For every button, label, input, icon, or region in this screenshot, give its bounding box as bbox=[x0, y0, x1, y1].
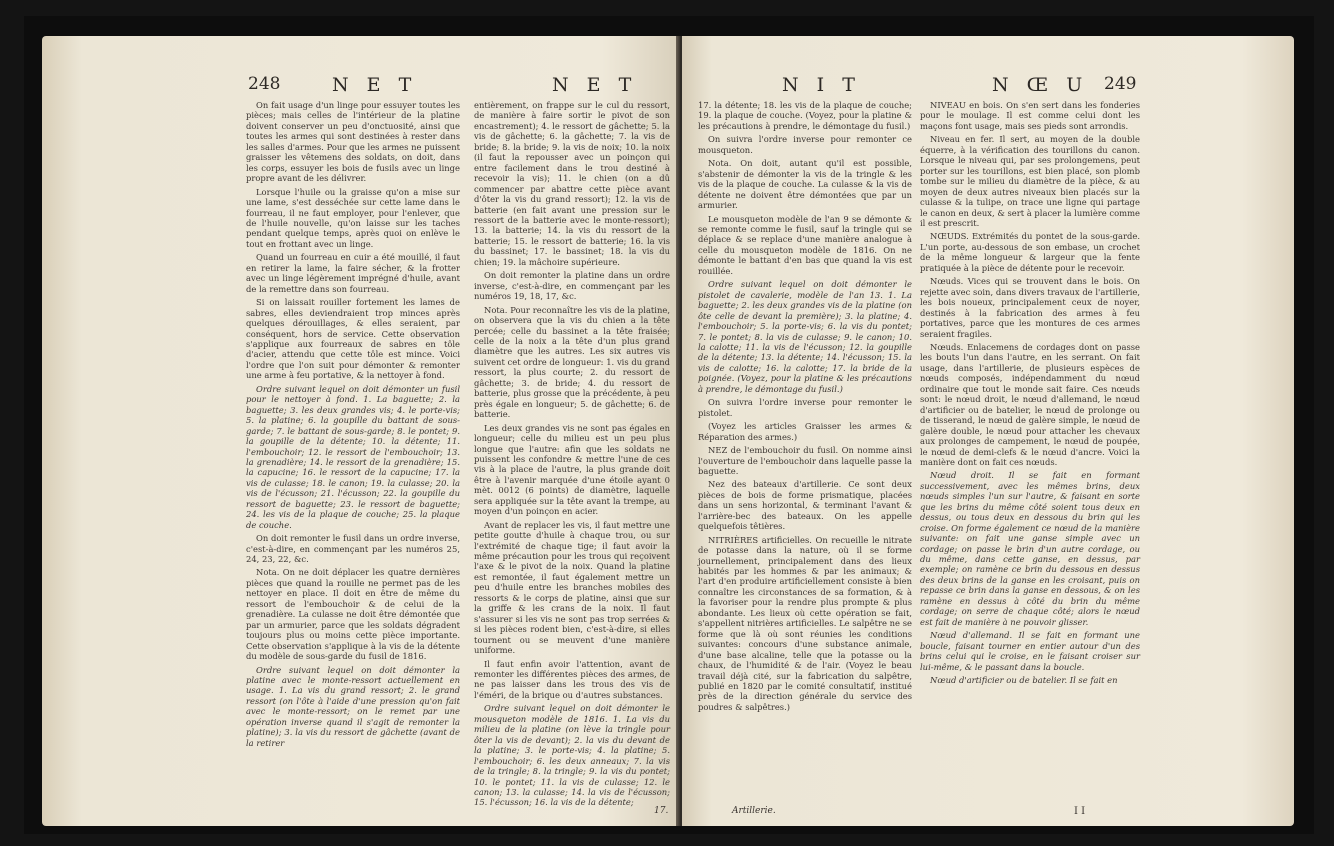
paragraph: NIVEAU en bois. On s'en sert dans les fonderies pour le moulage. Il est comme celui dont les maçons font usage, mais ses pieds sont arrondis. bbox=[920, 100, 1140, 131]
paragraph: entièrement, on frappe sur le cul du ressort, de manière à faire sortir le pivot de son encastrement); 4. le ressort de gâchette; 5. la vis de gâchette; 6. la gâchette; 7. la vis de bride; 8. la bride; 9. la vis de noix; 10. la noix (il faut la repousser avec un poinçon qui entre facilement dans le trou destiné à recevoir la vis); 11. le chien (on a dû commencer par abattre cette pièce avant d'ôter la vis du grand ressort); 12. la vis de batterie (en fait avant une pression sur le ressort de la batterie avec le monte-ressort); 13. la batterie; 14. la vis du ressort de la batterie; 15. le ressort de batterie; 16. la vis du bassinet; 17. le bassinet; 18. la vis du chien; 19. la mâchoire supérieure. bbox=[474, 100, 670, 267]
running-head: N I T bbox=[782, 74, 861, 96]
paragraph: Si on laissait rouiller fortement les lames de sabres, elles deviendraient trop minces après quelques dérouillages, & elles seraient, par conséquent, hors de service. Cette observation s'applique aux fourreaux de sabres en tôle d'acier, attendu que cette tôle est mince. Voici l'ordre que l'on suit pour démonter & remonter une arme à feu portative, & la nettoyer à fond. bbox=[246, 297, 460, 381]
paragraph: Avant de replacer les vis, il faut mettre une petite goutte d'huile à chaque trou, ou sur l'extrémité de chaque tige; il faut avoir la même précaution pour les trous qui reçoivent l'axe & le pivot de la noix. Quand la platine est remontée, il faut également mettre un peu d'huile entre les branches mobiles des ressorts & le corps de platine, ainsi que sur la griffe & les crans de la noix. Il faut s'assurer si les vis ne sont pas trop serrées & si les pièces rodent bien, c'est-à-dire, si elles tournent ou se meuvent d'une manière uniforme. bbox=[474, 519, 670, 656]
paragraph: (Voyez les articles Graisser les armes & Réparation des armes.) bbox=[698, 421, 912, 442]
paragraph: Nœud droit. Il se fait en formant successivement, avec les mêmes brins, deux nœuds simples l'un sur l'autre, & faisant en sorte que les brins du même côté soient tous deux en dessus, ou tous deux en dessous du brin qui les croise. On forme également ce nœud de la manière suivante: on fait une ganse simple avec un cordage; on passe le brin d'un autre cordage, ou du même, dans cette ganse, en dessus, par exemple; on ramène ce brin du dessous en dessus des deux brins de la ganse en les croisant, puis on repasse ce brin dans la ganse en dessous, & on les ramène en dessus à côté du brin du même cordage; on serre de chaque côté; alors le nœud est fait de manière à ne pouvoir glisser. bbox=[920, 470, 1140, 627]
paragraph: Ordre suivant lequel on doit démonter le mousqueton modèle de 1816. 1. La vis du milieu de la platine (on lève la tringle pour ôter la vis de devant); 2. la vis du devant de la platine; 3. le porte-vis; 4. la platine; 5. l'embouchoir; 6. les deux anneaux; 7. la vis de la tringle; 8. la tringle; 9. la vis du pontet; 10. le pontet; 11. la vis de culasse; 12. le canon; 13. la culasse; 14. la vis de l'écusson; 15. l'écusson; 16. la vis de la détente; bbox=[474, 703, 670, 808]
running-head: N Œ U bbox=[992, 74, 1089, 96]
paragraph: NITRIÈRES artificielles. On recueille le nitrate de potasse dans la nature, où il se forme journellement, principalement dans des lieux habités par les hommes & par les animaux; & l'art d'en produire artificiellement consiste à bien connaître les circonstances de sa formation, & à la favoriser pour la rendre plus prompte & plus abondante. Les lieux où cette opération se fait, s'appellent nitrières artificielles. Le salpêtre ne se forme que là où sont réunies les conditions suivantes: concours d'une substance animale, d'une base alcaline, telle que la potasse ou la chaux, de l'humidité & de l'air. (Voyez le beau travail déjà cité, sur la fabrication du salpêtre, publié en 1820 par le comité consultatif, institué près de la direction générale du service des poudres & salpêtres.) bbox=[698, 534, 912, 712]
paragraph: Nota. On ne doit déplacer les quatre dernières pièces que quand la rouille ne permet pas de les nettoyer en place. Il doit en être de même du ressort de l'embouchoir & de celui de la grenadière. La culasse ne doit être démontée que par un armurier, parce que les soldats dégradent toujours plus ou moins cette pièce importante. Cette observation s'applique à la vis de la détente du modèle de sous-garde du fusil de 1816. bbox=[246, 567, 460, 662]
catchword: Artillerie. bbox=[732, 806, 776, 816]
paragraph: Nota. On doit, autant qu'il est possible, s'abstenir de démonter la vis de la tringle & les vis de la plaque de couche. La culasse & la vis de détente ne doivent être démontées que par un armurier. bbox=[698, 158, 912, 211]
paragraph: On fait usage d'un linge pour essuyer toutes les pièces; mais celles de l'intérieur de la platine doivent conserver un peu d'onctuosité, ainsi que toutes les armes qui sont destinées à rester dans les salles d'armes. Pour que les armes ne puissent graisser les vêtemens des soldats, on doit, dans les corps, essuyer les bois de fusils avec un linge propre avant de les délivrer. bbox=[246, 100, 460, 184]
open-book bbox=[24, 16, 1314, 834]
paragraph: 17. la détente; 18. les vis de la plaque de couche; 19. la plaque de couche. (Voyez, pour la platine & les précautions à prendre, le démontage du fusil.) bbox=[698, 100, 912, 131]
page-number: 248 bbox=[248, 74, 281, 94]
paragraph: Ordre suivant lequel on doit démonter un fusil pour le nettoyer à fond. 1. La baguette; 2. la baguette; 3. les deux grandes vis; 4. le porte-vis; 5. la platine; 6. la goupille du battant de sous-garde; 7. le battant de sous-garde; 8. le pontet; 9. la goupille de la détente; 10. la détente; 11. l'embouchoir; 12. le ressort de l'embouchoir; 13. la grenadière; 14. le ressort de la grenadière; 15. la capucine; 16. le ressort de la capucine; 17. la vis de culasse; 18. le canon; 19. la culasse; 20. la vis de l'écusson; 21. l'écusson; 22. la goupille du ressort de baguette; 23. le ressort de baguette; 24. les vis de la plaque de couche; 25. la plaque de couche. bbox=[246, 383, 460, 530]
left-page bbox=[42, 36, 680, 826]
text-column-1 bbox=[246, 100, 460, 800]
paragraph: Niveau en fer. Il sert, au moyen de la double équerre, à la vérification des tourillons du canon. Lorsque le niveau qui, par ses prolongemens, peut porter sur les tourillons, est bien placé, son plomb tombe sur le milieu du diamètre de la pièce, & au moyen de deux autres niveaux bien placés sur la culasse & la tulipe, on trace une ligne qui partage le canon en deux, & sert à placer la lumière comme il est prescrit. bbox=[920, 134, 1140, 228]
paragraph: Quand un fourreau en cuir a été mouillé, il faut en retirer la lame, la faire sécher, & la frotter avec un linge légèrement imprégné d'huile, avant de la remettre dans son fourreau. bbox=[246, 252, 460, 294]
paragraph: Lorsque l'huile ou la graisse qu'on a mise sur une lame, s'est desséchée sur cette lame dans le fourreau, il ne faut employer, pour l'enlever, que de l'huile nouvelle, qu'on laisse sur les taches pendant quelque temps, après quoi on enlève le tout en frottant avec un linge. bbox=[246, 186, 460, 249]
paragraph: Nez des bateaux d'artillerie. Ce sont deux pièces de bois de forme prismatique, placées dans un sens horizontal, & terminant l'avant & l'arrière-bec des bateaux. On les appelle quelquefois têtières. bbox=[698, 479, 912, 532]
text-column-1 bbox=[698, 100, 912, 800]
right-page bbox=[682, 36, 1294, 826]
text-column-2 bbox=[474, 100, 670, 808]
signature-mark: I I bbox=[1074, 806, 1086, 817]
paragraph: Nœuds. Enlacemens de cordages dont on passe les bouts l'un dans l'autre, en les serrant. On fait usage, dans l'artillerie, de plusieurs espèces de nœuds composés, indépendamment du nœud ordinaire que tout le monde sait faire. Ces nœuds sont: le nœud droit, le nœud d'allemand, le nœud d'artificier ou de batelier, le nœud de prolonge ou de tisserand, le nœud de galère simple, le nœud de galère double, le nœud pour attacher les chevaux aux prolonges de campement, le nœud de poupée, le nœud de demi-clefs & le nœud d'ancre. Voici la manière dont on fait ces nœuds. bbox=[920, 341, 1140, 467]
paragraph: Nœud d'allemand. Il se fait en formant une boucle, faisant tourner en entier autour d'un des brins celui qui le croise, en le faisant croiser sur lui-même, & le passant dans la boucle. bbox=[920, 630, 1140, 672]
paragraph: Nœud d'artificier ou de batelier. Il se fait en bbox=[930, 675, 1118, 686]
paragraph: On suivra l'ordre inverse pour remonter ce mousqueton. bbox=[698, 134, 912, 155]
page-number: 249 bbox=[1104, 74, 1137, 94]
paragraph: NEZ de l'embouchoir du fusil. On nomme ainsi l'ouverture de l'embouchoir dans laquelle passe la baguette. bbox=[698, 445, 912, 476]
paragraph: NŒUDS. Extrémités du pontet de la sous-garde. L'un porte, au-dessous de son embase, un crochet de la même longueur & largeur que la fente pratiquée à la pièce de détente pour le recevoir. bbox=[920, 231, 1140, 273]
catchword: 17. bbox=[654, 806, 669, 816]
text-column-2 bbox=[920, 100, 1140, 800]
paragraph: Ordre suivant lequel on doit démonter la platine avec le monte-ressort actuellement en usage. 1. La vis du grand ressort; 2. le grand ressort (on l'ôte à l'aide d'une pression qu'on fait avec le monte-ressort; on le remet par une opération inverse quand il s'agit de remonter la platine); 3. la vis du ressort de gâchette (avant de la retirer bbox=[246, 664, 460, 748]
paragraph: Nota. Pour reconnaître les vis de la platine, on observera que la vis du chien a la tête percée; celle du bassinet a la tête fraisée; celle de la noix a la tête d'un plus grand diamètre que les autres. Les six autres vis suivent cet ordre de longueur: 1. vis du grand ressort, la plus courte; 2. du ressort de gâchette; 3. de bride; 4. du ressort de batterie, plus grosse que la précédente, à peu près égale en longueur; 5. de gâchette; 6. de batterie. bbox=[474, 304, 670, 420]
paragraph: Le mousqueton modèle de l'an 9 se démonte & se remonte comme le fusil, sauf la tringle qui se déplace & se replace d'une manière analogue à celle du mousqueton modèle de 1816. On ne démonte le battant d'en bas que quand la vis est rouillée. bbox=[698, 213, 912, 276]
paragraph: Nœuds. Vices qui se trouvent dans le bois. On rejette avec soin, dans divers travaux de l'artillerie, les bois noueux, principalement ceux de noyer, destinés à la fabrication des armes à feu portatives, parce que les montures de ces armes seraient fragiles. bbox=[920, 276, 1140, 339]
running-head: N E T bbox=[552, 74, 638, 96]
paragraph: Ordre suivant lequel on doit démonter le pistolet de cavalerie, modèle de l'an 13. 1. La baguette; 2. les deux grandes vis de la platine (on ôte celle de devant la première); 3. la platine; 4. l'embouchoir; 5. la porte-vis; 6. la vis du pontet; 7. le pontet; 8. la vis de culasse; 9. le canon; 10. la calotte; 11. la vis de l'écusson; 12. la goupille de la détente; 13. la détente; 14. l'écusson; 15. la vis de calotte; 16. la calotte; 17. la bride de la poignée. (Voyez, pour la platine & les précautions à prendre, le démontage du fusil.) bbox=[698, 279, 912, 394]
paragraph: On suivra l'ordre inverse pour remonter le pistolet. bbox=[698, 397, 912, 418]
paragraph: Il faut enfin avoir l'attention, avant de remonter les différentes pièces des armes, de ne pas laisser dans les trous des vis de l'éméri, de la brique ou d'autres substances. bbox=[474, 658, 670, 700]
paragraph: On doit remonter la platine dans un ordre inverse, c'est-à-dire, en commençant par les numéros 19, 18, 17, &c. bbox=[474, 270, 670, 302]
paragraph: Les deux grandes vis ne sont pas égales en longueur; celle du milieu est un peu plus longue que l'autre: afin que les soldats ne puissent les confondre & mettre l'une de ces vis à la place de l'autre, la plus grande doit être à l'avenir marquée d'une étoile ayant 0 mèt. 0012 (6 points) de diamètre, laquelle sera appliquée sur la tête avant la trempe, au moyen d'un poinçon en acier. bbox=[474, 422, 670, 517]
running-head: N E T bbox=[332, 74, 418, 96]
paragraph: On doit remonter le fusil dans un ordre inverse, c'est-à-dire, en commençant par les numéros 25, 24, 23, 22, &c. bbox=[246, 533, 460, 565]
